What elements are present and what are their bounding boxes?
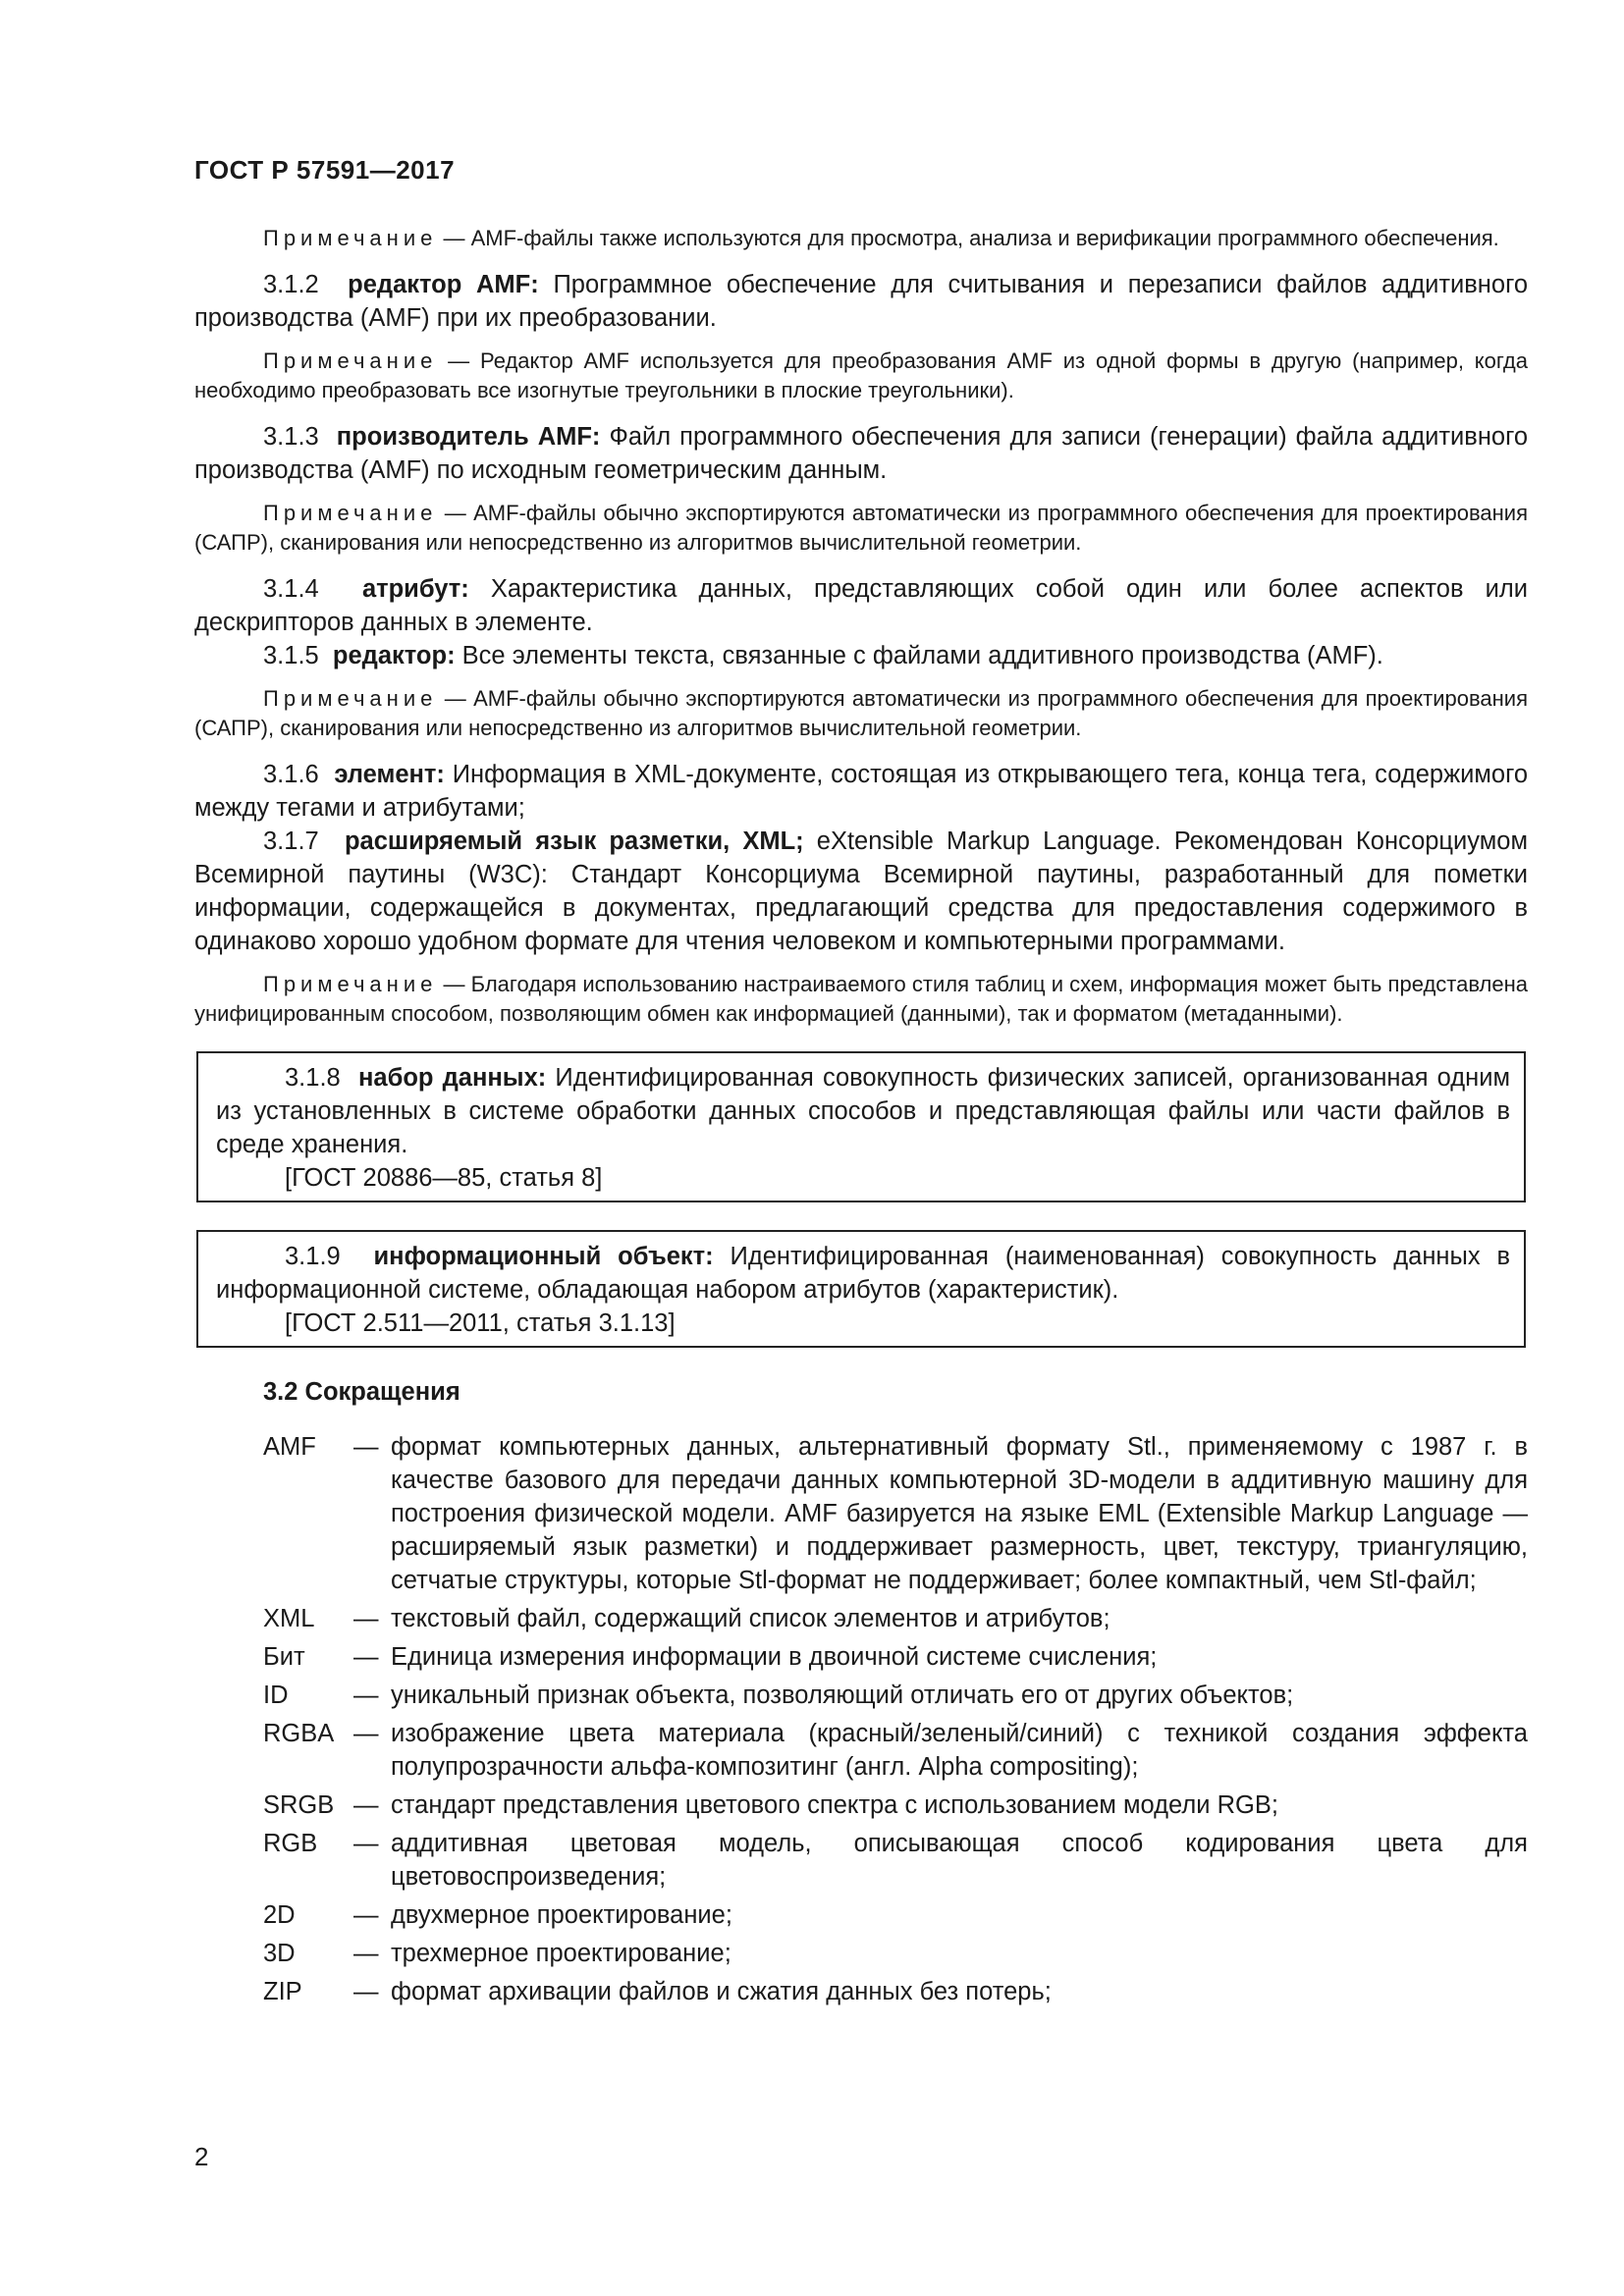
definition-3-1-3	[194, 420, 1528, 487]
abbreviation-description: формат архивации файлов и сжатия данных без потерь;	[391, 1977, 1052, 2005]
abbreviation-term: ID	[263, 1681, 289, 1709]
definition-text: Файл программного обеспечения для записи (генерации) файла аддитивного производства (AMF) по исходным геометрическим данным.	[194, 422, 1529, 484]
definition-number: 3.1.9	[285, 1242, 341, 1270]
note-label: Примечание	[263, 347, 438, 373]
definition-3-1-6	[194, 758, 1528, 825]
abbreviation-description: трехмерное проектирование;	[391, 1939, 731, 1967]
definition-text: Все элементы текста, связанные с файлами аддитивного производства (AMF).	[455, 641, 1383, 669]
definition-reference: [ГОСТ 20886—85, статья 8]	[285, 1163, 603, 1192]
definition-term: набор данных:	[358, 1063, 547, 1092]
definition-number: 3.1.2	[263, 270, 319, 298]
abbreviation-item	[194, 1789, 1528, 1822]
abbreviation-item	[194, 1937, 1528, 1970]
note-label: Примечание	[263, 971, 438, 996]
definition-term: редактор:	[332, 641, 456, 669]
abbreviation-item	[194, 1898, 1528, 1932]
abbreviation-dash: —	[353, 1790, 379, 1819]
definition-3-1-2	[194, 268, 1528, 335]
abbreviation-term: XML	[263, 1604, 315, 1632]
abbreviation-description: формат компьютерных данных, альтернативный формату Stl., применяемому с 1987 г. в качестве базового для передачи данных компьютерной 3D-модели в аддитивную машину для построения физической модели. AMF базируется на языке EML (Extensible Markup Language — расширяемый язык разметки) и поддерживает размерность, цвет, текстуру, триангуляцию, сетчатые структуры, которые Stl-формат не поддерживает; более компактный, чем Stl-файл;	[391, 1432, 1528, 1594]
abbreviation-dash: —	[353, 1642, 379, 1671]
abbreviation-term: Бит	[263, 1642, 305, 1671]
abbreviation-description: аддитивная цветовая модель, описывающая способ кодирования цвета для цветовоспроизведения;	[391, 1829, 1528, 1891]
abbreviation-item	[194, 1717, 1528, 1784]
note	[194, 224, 1528, 254]
note-label: Примечание	[263, 685, 438, 711]
abbreviation-description: уникальный признак объекта, позволяющий отличать его от других объектов;	[391, 1681, 1294, 1709]
abbreviation-description: изображение цвета материала (красный/зеленый/синий) с техникой создания эффекта полупрозрачности альфа-композитинг (англ. Alpha compositing);	[391, 1719, 1528, 1781]
abbreviation-description: стандарт представления цветового спектра с использованием модели RGB;	[391, 1790, 1278, 1819]
page-number: 2	[194, 2142, 209, 2171]
note-text: — AMF-файлы обычно экспортируются автоматически из программного обеспечения для проектирования (САПР), сканирования или непосредственно из алгоритмов вычислительной геометрии.	[194, 500, 1528, 555]
abbreviation-term: 3D	[263, 1939, 296, 1967]
abbreviation-term: AMF	[263, 1432, 316, 1461]
definition-3-1-8	[216, 1061, 1510, 1161]
definition-3-1-9	[216, 1240, 1510, 1307]
abbreviation-term: RGB	[263, 1829, 318, 1857]
abbreviation-term: ZIP	[263, 1977, 302, 2005]
definition-text: eXtensible Markup Language. Рекомендован Консорциумом Всемирной паутины (W3C): Стандарт Консорциума Всемирной паутины, разработанный для пометки информации, содержащейся в документах, предлагающий средства для предоставления содержимого в одинаково хорошо удобном формате для чтения человеком и компьютерными программами.	[194, 827, 1528, 955]
abbreviation-dash: —	[353, 1432, 379, 1461]
abbreviation-dash: —	[353, 1939, 379, 1967]
definition-3-1-7	[194, 825, 1528, 958]
definition-text: Идентифицированная совокупность физических записей, организованная одним из установленных в системе обработки данных способов и представляющая файлы или части файлов в среде хранения.	[216, 1063, 1511, 1158]
note-label: Примечание	[263, 226, 438, 250]
abbreviation-item	[194, 1827, 1528, 1894]
abbreviation-description: текстовый файл, содержащий список элементов и атрибутов;	[391, 1604, 1110, 1632]
abbreviation-item	[194, 1640, 1528, 1674]
abbreviation-dash: —	[353, 1604, 379, 1632]
definition-term: атрибут:	[361, 574, 469, 603]
note-text: — AMF-файлы обычно экспортируются автоматически из программного обеспечения для проектирования (САПР), сканирования или непосредственно из алгоритмов вычислительной геометрии.	[194, 685, 1528, 740]
abbreviations-list	[194, 1430, 1528, 2008]
definition-term: производитель AMF:	[336, 422, 601, 451]
definition-number: 3.1.3	[263, 422, 319, 451]
definition-reference: [ГОСТ 2.511—2011, статья 3.1.13]	[285, 1308, 676, 1337]
definition-term: элемент:	[334, 760, 445, 788]
definition-text: Информация в XML-документе, состоящая из открывающего тега, конца тега, содержимого между тегами и атрибутами;	[194, 760, 1529, 822]
abbreviation-dash: —	[353, 1900, 379, 1929]
page-header: ГОСТ Р 57591—2017	[194, 155, 456, 185]
note-text: — AMF-файлы также используются для просмотра, анализа и верификации программного обеспечения.	[437, 226, 1499, 250]
definition-number: 3.1.5	[263, 641, 319, 669]
note	[194, 970, 1528, 1030]
definition-number: 3.1.6	[263, 760, 319, 788]
boxed-definition-3-1-8	[196, 1051, 1526, 1202]
abbreviation-term: 2D	[263, 1900, 296, 1929]
note	[194, 684, 1528, 744]
abbreviation-dash: —	[353, 1681, 379, 1709]
abbreviation-term: RGBA	[263, 1719, 335, 1747]
note-label: Примечание	[263, 500, 438, 525]
definition-term: расширяемый язык разметки, XML;	[344, 827, 804, 855]
definition-3-1-5	[194, 639, 1528, 672]
boxed-definition-3-1-9	[196, 1230, 1526, 1348]
note-text: — Благодаря использованию настраиваемого стиля таблиц и схем, информация может быть представлена унифицированным способом, позволяющим обмен как информацией (данными), так и форматом (метаданными).	[194, 971, 1528, 1026]
abbreviation-item	[194, 1679, 1528, 1712]
definition-number: 3.1.7	[263, 827, 319, 855]
abbreviation-item	[194, 1975, 1528, 2008]
abbreviation-dash: —	[353, 1719, 379, 1747]
abbreviation-description: двухмерное проектирование;	[391, 1900, 732, 1929]
document-body	[194, 224, 1528, 2013]
definition-text: Программное обеспечение для считывания и перезаписи файлов аддитивного производства (AMF) при их преобразовании.	[194, 270, 1528, 332]
note	[194, 499, 1528, 559]
abbreviation-description: Единица измерения информации в двоичной системе счисления;	[391, 1642, 1158, 1671]
definition-3-1-4	[194, 572, 1528, 639]
abbreviation-dash: —	[353, 1977, 379, 2005]
abbreviation-item	[194, 1430, 1528, 1597]
definition-number: 3.1.8	[285, 1063, 341, 1092]
section-heading: 3.2 Сокращения	[263, 1377, 460, 1406]
definition-term: редактор AMF:	[348, 270, 539, 298]
definition-number: 3.1.4	[263, 574, 319, 603]
note-text: — Редактор AMF используется для преобразования AMF из одной формы в другую (например, когда необходимо преобразовать все изогнутые треугольники в плоские треугольники).	[194, 347, 1528, 402]
definition-text: Идентифицированная (наименованная) совокупность данных в информационной системе, обладающая набором атрибутов (характеристик).	[216, 1242, 1511, 1304]
abbreviation-term: SRGB	[263, 1790, 335, 1819]
note	[194, 347, 1528, 406]
definition-text: Характеристика данных, представляющих собой один или более аспектов или дескрипторов данных в элементе.	[194, 574, 1528, 636]
abbreviation-item	[194, 1602, 1528, 1635]
abbreviation-dash: —	[353, 1829, 379, 1857]
definition-term: информационный объект:	[373, 1242, 714, 1270]
